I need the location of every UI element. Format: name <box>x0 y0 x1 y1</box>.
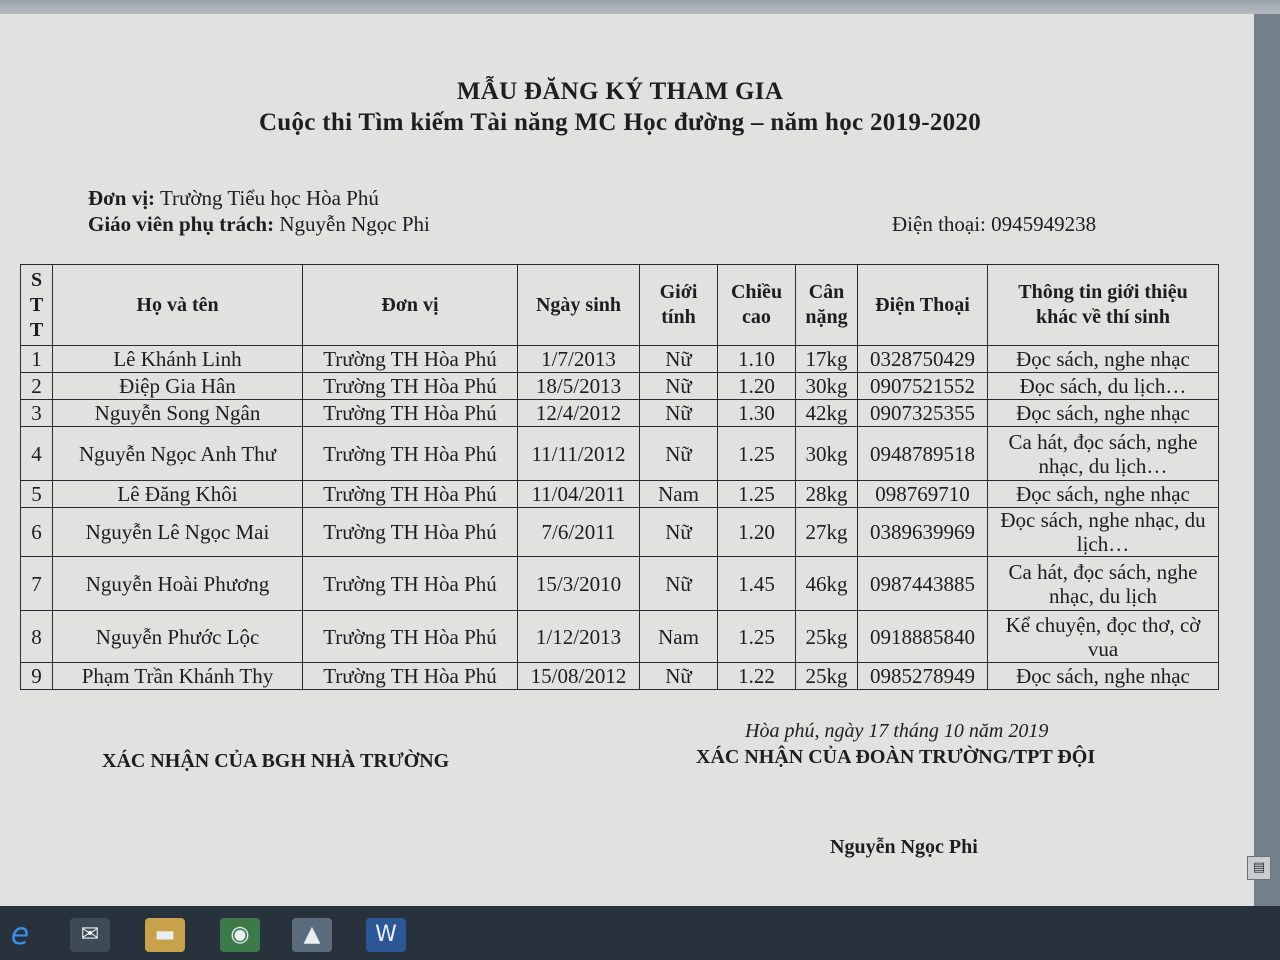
cell-height: 1.20 <box>718 373 796 400</box>
cell-dob: 1/7/2013 <box>518 346 640 373</box>
date-line: Hòa phú, ngày 17 tháng 10 năm 2019 <box>745 720 1049 742</box>
view-mode-icon[interactable]: ▤ <box>1247 856 1271 880</box>
header-unit: Đơn vị <box>303 265 518 346</box>
header-name: Họ và tên <box>53 265 303 346</box>
header-stt: S T T <box>21 265 53 346</box>
cell-intro: Đọc sách, nghe nhạc, du lịch… <box>988 508 1219 557</box>
cell-intro: Ca hát, đọc sách, nghe nhạc, du lịch… <box>988 427 1219 481</box>
cell-gender: Nữ <box>640 373 718 400</box>
cell-height: 1.45 <box>718 557 796 611</box>
table-row <box>21 481 1219 508</box>
internet-explorer-icon[interactable]: e <box>10 917 30 952</box>
cell-gender: Nữ <box>640 557 718 611</box>
cell-weight: 27kg <box>796 508 858 557</box>
cell-unit: Trường TH Hòa Phú <box>303 611 518 663</box>
cell-intro: Đọc sách, nghe nhạc <box>988 400 1219 427</box>
cell-weight: 46kg <box>796 557 858 611</box>
table-row <box>21 400 1219 427</box>
cell-name: Phạm Trần Khánh Thy <box>53 663 303 690</box>
document-title: MẪU ĐĂNG KÝ THAM GIA <box>456 78 784 105</box>
cell-height: 1.22 <box>718 663 796 690</box>
cell-intro: Đọc sách, du lịch… <box>988 373 1219 400</box>
table-row <box>21 373 1219 400</box>
cell-name: Lê Đăng Khôi <box>53 481 303 508</box>
cell-intro: Đọc sách, nghe nhạc <box>988 663 1219 690</box>
unit-value: Trường Tiểu học Hòa Phú <box>159 186 379 210</box>
cell-unit: Trường TH Hòa Phú <box>303 481 518 508</box>
table-row <box>21 611 1219 663</box>
cell-phone: 0389639969 <box>858 508 988 557</box>
cell-stt: 2 <box>21 373 53 400</box>
cell-weight: 25kg <box>796 611 858 663</box>
header-weight: Cân nặng <box>796 265 858 346</box>
cell-intro: Ca hát, đọc sách, nghe nhạc, du lịch <box>988 557 1219 611</box>
school-board-confirmation: XÁC NHẬN CỦA BGH NHÀ TRƯỜNG <box>102 750 450 772</box>
photos-icon[interactable]: ▲ <box>292 918 332 952</box>
registration-table <box>20 264 1219 690</box>
header-height: Chiều cao <box>718 265 796 346</box>
cell-weight: 30kg <box>796 427 858 481</box>
unit-label: Đơn vị: <box>88 186 156 210</box>
document-subtitle: Cuộc thi Tìm kiếm Tài năng MC Học đường – năm học 2019-2020 <box>258 109 982 136</box>
cell-phone: 0948789518 <box>858 427 988 481</box>
cell-name: Điệp Gia Hân <box>53 373 303 400</box>
unit-line <box>88 186 379 211</box>
cell-stt: 7 <box>21 557 53 611</box>
header-phone: Điện Thoại <box>858 265 988 346</box>
table-row <box>21 346 1219 373</box>
cell-gender: Nữ <box>640 508 718 557</box>
cell-height: 1.25 <box>718 427 796 481</box>
cell-intro: Kể chuyện, đọc thơ, cờ vua <box>988 611 1219 663</box>
table-row <box>21 508 1219 557</box>
cell-phone: 0918885840 <box>858 611 988 663</box>
cell-name: Nguyễn Phước Lộc <box>53 611 303 663</box>
cell-stt: 8 <box>21 611 53 663</box>
cell-dob: 1/12/2013 <box>518 611 640 663</box>
cell-stt: 3 <box>21 400 53 427</box>
phone-label: Điện thoại: <box>892 212 986 236</box>
teacher-value: Nguyễn Ngọc Phi <box>279 212 430 236</box>
cell-name: Lê Khánh Linh <box>53 346 303 373</box>
cell-weight: 42kg <box>796 400 858 427</box>
mail-icon[interactable]: ✉ <box>70 918 110 952</box>
table-row <box>21 557 1219 611</box>
cell-dob: 18/5/2013 <box>518 373 640 400</box>
teacher-label: Giáo viên phụ trách: <box>88 212 275 236</box>
cell-phone: 0328750429 <box>858 346 988 373</box>
cell-gender: Nam <box>640 481 718 508</box>
cell-unit: Trường TH Hòa Phú <box>303 508 518 557</box>
header-gender: Giới tính <box>640 265 718 346</box>
cell-name: Nguyễn Ngọc Anh Thư <box>53 427 303 481</box>
cell-gender: Nam <box>640 611 718 663</box>
cell-weight: 25kg <box>796 663 858 690</box>
phone-value: 0945949238 <box>991 212 1097 236</box>
cell-stt: 9 <box>21 663 53 690</box>
cell-dob: 15/3/2010 <box>518 557 640 611</box>
cell-gender: Nữ <box>640 427 718 481</box>
cell-dob: 12/4/2012 <box>518 400 640 427</box>
cell-phone: 0907521552 <box>858 373 988 400</box>
paint-icon[interactable]: ◉ <box>220 918 260 952</box>
header-intro: Thông tin giới thiệu khác về thí sinh <box>988 265 1219 346</box>
document-page <box>0 14 1254 906</box>
cell-name: Nguyễn Hoài Phương <box>53 557 303 611</box>
cell-unit: Trường TH Hòa Phú <box>303 557 518 611</box>
cell-gender: Nữ <box>640 346 718 373</box>
table-row <box>21 663 1219 690</box>
cell-weight: 17kg <box>796 346 858 373</box>
cell-phone: 0907325355 <box>858 400 988 427</box>
file-explorer-icon[interactable]: ▬ <box>145 918 185 952</box>
cell-intro: Đọc sách, nghe nhạc <box>988 346 1219 373</box>
signer-name: Nguyễn Ngọc Phi <box>830 836 978 858</box>
header-dob: Ngày sinh <box>518 265 640 346</box>
cell-phone: 098769710 <box>858 481 988 508</box>
cell-dob: 7/6/2011 <box>518 508 640 557</box>
cell-unit: Trường TH Hòa Phú <box>303 663 518 690</box>
cell-phone: 0987443885 <box>858 557 988 611</box>
cell-unit: Trường TH Hòa Phú <box>303 373 518 400</box>
phone-line <box>892 212 1096 237</box>
table-row <box>21 427 1219 481</box>
cell-gender: Nữ <box>640 400 718 427</box>
word-icon[interactable]: W <box>366 918 406 952</box>
cell-stt: 4 <box>21 427 53 481</box>
youth-union-confirmation: XÁC NHẬN CỦA ĐOÀN TRƯỜNG/TPT ĐỘI <box>696 746 1096 768</box>
cell-unit: Trường TH Hòa Phú <box>303 346 518 373</box>
teacher-line <box>88 212 430 237</box>
cell-height: 1.20 <box>718 508 796 557</box>
cell-name: Nguyễn Song Ngân <box>53 400 303 427</box>
cell-height: 1.25 <box>718 611 796 663</box>
cell-weight: 28kg <box>796 481 858 508</box>
cell-stt: 5 <box>21 481 53 508</box>
cell-height: 1.30 <box>718 400 796 427</box>
cell-weight: 30kg <box>796 373 858 400</box>
cell-unit: Trường TH Hòa Phú <box>303 427 518 481</box>
cell-dob: 11/04/2011 <box>518 481 640 508</box>
screen-bezel <box>1254 14 1280 906</box>
cell-dob: 15/08/2012 <box>518 663 640 690</box>
cell-gender: Nữ <box>640 663 718 690</box>
cell-name: Nguyễn Lê Ngọc Mai <box>53 508 303 557</box>
cell-unit: Trường TH Hòa Phú <box>303 400 518 427</box>
cell-stt: 1 <box>21 346 53 373</box>
cell-dob: 11/11/2012 <box>518 427 640 481</box>
cell-phone: 0985278949 <box>858 663 988 690</box>
cell-height: 1.25 <box>718 481 796 508</box>
cell-stt: 6 <box>21 508 53 557</box>
taskbar <box>0 906 1280 960</box>
cell-height: 1.10 <box>718 346 796 373</box>
cell-intro: Đọc sách, nghe nhạc <box>988 481 1219 508</box>
table-header-row <box>21 265 1219 346</box>
